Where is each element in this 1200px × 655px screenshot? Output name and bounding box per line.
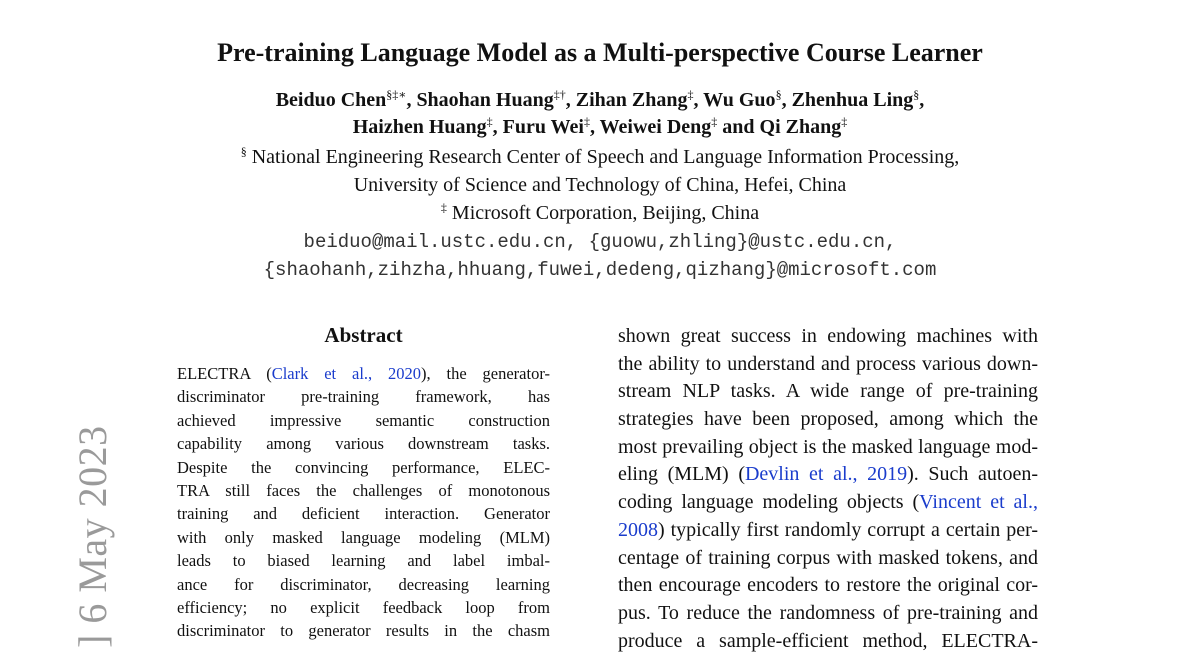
- left-column: [177, 320, 550, 643]
- author-affiliation-mark: ‡: [486, 114, 493, 129]
- text-segment: ), the generator-: [421, 364, 550, 383]
- author-affiliation-mark: ‡: [583, 114, 590, 129]
- author-affiliation-mark: ‡: [687, 87, 694, 102]
- author-separator: and: [717, 116, 760, 138]
- author-name: Zihan Zhang: [575, 89, 688, 111]
- author-name: Shaohan Huang: [416, 89, 554, 111]
- body-line: [618, 628, 1038, 655]
- body-line: [618, 351, 1038, 379]
- introduction-body: [618, 323, 1038, 655]
- text-segment: ) typically first randomly corrupt a certain per-: [658, 518, 1038, 541]
- author-separator: ,: [693, 89, 704, 111]
- text-segment: shown great success in endowing machines with: [618, 325, 1038, 347]
- text-segment: the ability to understand and process various down-: [618, 352, 1038, 375]
- arxiv-date-stamp-text: ] 6 May 2023: [70, 425, 115, 648]
- text-segment: TRA still faces the challenges of monotonous: [177, 480, 550, 500]
- author-affiliation-mark: ‡†: [553, 87, 566, 102]
- author-separator: ,: [919, 89, 925, 111]
- text-segment: strategies have been proposed, among which the: [618, 408, 1038, 431]
- text-segment: then encourage encoders to restore the original cor-: [618, 574, 1038, 597]
- text-segment: ELECTRA (: [177, 364, 272, 383]
- affiliation-1-mark: §: [240, 144, 247, 159]
- affiliation-1-text: National Engineering Research Center of Speech and Language Information Processing,: [246, 146, 960, 168]
- abstract-line: [177, 619, 550, 642]
- citation-link[interactable]: Clark et al., 2020: [271, 364, 422, 383]
- text-segment: pus. To reduce the randomness of pre-training and: [618, 601, 1038, 624]
- affiliation-list: [140, 143, 1060, 227]
- body-line: [618, 406, 1038, 434]
- affiliation-1b: University of Science and Technology of China, Hefei, China: [353, 174, 847, 196]
- right-column: [618, 323, 1038, 655]
- text-segment: leads to biased learning and label imbal-: [177, 551, 550, 571]
- arxiv-date-stamp: [27, 420, 115, 648]
- abstract-line: [177, 526, 550, 549]
- body-line: [618, 517, 1038, 545]
- author-affiliation-mark: §: [775, 87, 782, 102]
- text-segment: eling (MLM) (: [618, 463, 745, 486]
- abstract-line: [177, 362, 550, 385]
- abstract-line: [177, 502, 550, 525]
- text-segment: with only masked language modeling (MLM): [177, 527, 550, 547]
- body-line: [618, 545, 1038, 573]
- text-segment: discriminator pre-training framework, has: [177, 387, 550, 407]
- email-line-2: {shaohanh,zihzha,hhuang,fuwei,dedeng,qizhang}@microsoft.com: [263, 259, 937, 281]
- author-affiliation-mark: §: [913, 87, 920, 102]
- body-line: [618, 378, 1038, 406]
- text-segment: training and deficient interaction. Generator: [177, 504, 550, 524]
- text-segment: ). Such autoen-: [907, 463, 1038, 486]
- author-name: Weiwei Deng: [599, 116, 712, 138]
- citation-link[interactable]: 2008: [618, 518, 658, 541]
- author-separator: ,: [781, 89, 792, 111]
- paper-title: Pre-training Language Model as a Multi-perspective Course Learner: [217, 38, 983, 67]
- body-line: [618, 323, 1038, 351]
- author-separator: ,: [589, 116, 600, 138]
- citation-link[interactable]: Devlin et al., 2019: [744, 463, 908, 486]
- author-name: Furu Wei: [502, 116, 584, 138]
- affiliation-2: [140, 199, 1060, 227]
- author-name: Beiduo Chen: [275, 89, 387, 111]
- body-line: [618, 489, 1038, 517]
- body-line: [618, 572, 1038, 600]
- text-segment: coding language modeling objects (: [618, 491, 920, 514]
- author-name: Zhenhua Ling: [791, 89, 914, 111]
- email-line-1: beiduo@mail.ustc.edu.cn, {guowu,zhling}@ustc.edu.cn,: [303, 231, 897, 253]
- author-name: Qi Zhang: [759, 116, 842, 138]
- body-line: [618, 600, 1038, 628]
- text-segment: most prevailing object is the masked language mod-: [618, 435, 1038, 458]
- abstract-line: [177, 456, 550, 479]
- author-affiliation-mark: §‡∗: [386, 87, 407, 102]
- text-segment: ance for discriminator, decreasing learning: [177, 574, 550, 594]
- text-segment: discriminator to generator results in the chasm: [177, 621, 550, 641]
- text-segment: Despite the convincing performance, ELEC-: [177, 457, 550, 477]
- abstract-line: [177, 479, 550, 502]
- body-line: [618, 461, 1038, 489]
- affiliation-2-text: Microsoft Corporation, Beijing, China: [446, 202, 760, 224]
- affiliation-2-mark: ‡: [440, 200, 447, 215]
- author-separator: ,: [406, 89, 417, 111]
- affiliation-1: [140, 143, 1060, 171]
- text-segment: produce a sample-efficient method, ELECTRA-: [618, 629, 1038, 652]
- text-segment: stream NLP tasks. A wide range of pre-training: [618, 380, 1038, 403]
- text-segment: efficiency; no explicit feedback loop from: [177, 597, 550, 617]
- text-segment: centage of training corpus with masked tokens, and: [618, 546, 1038, 569]
- email-list: [140, 228, 1060, 284]
- abstract-line: [177, 385, 550, 408]
- abstract-line: [177, 549, 550, 572]
- author-list: [140, 87, 1060, 141]
- abstract-line: [177, 573, 550, 596]
- citation-link[interactable]: Vincent et al.,: [919, 491, 1038, 514]
- author-line-2: [140, 114, 1060, 141]
- text-segment: capability among various downstream tasks.: [177, 434, 550, 454]
- abstract-body: [177, 362, 550, 643]
- abstract-line: [177, 432, 550, 455]
- author-affiliation-mark: ‡: [841, 114, 848, 129]
- author-separator: ,: [565, 89, 576, 111]
- text-segment: achieved impressive semantic construction: [177, 410, 550, 430]
- body-line: [618, 434, 1038, 462]
- author-name: Haizhen Huang: [352, 116, 487, 138]
- paper-header: [140, 36, 1060, 284]
- author-name: Wu Guo: [703, 89, 776, 111]
- author-line-1: [140, 87, 1060, 114]
- abstract-line: [177, 596, 550, 619]
- author-affiliation-mark: ‡: [711, 114, 718, 129]
- abstract-line: [177, 409, 550, 432]
- author-separator: ,: [492, 116, 503, 138]
- abstract-heading: Abstract: [324, 323, 403, 347]
